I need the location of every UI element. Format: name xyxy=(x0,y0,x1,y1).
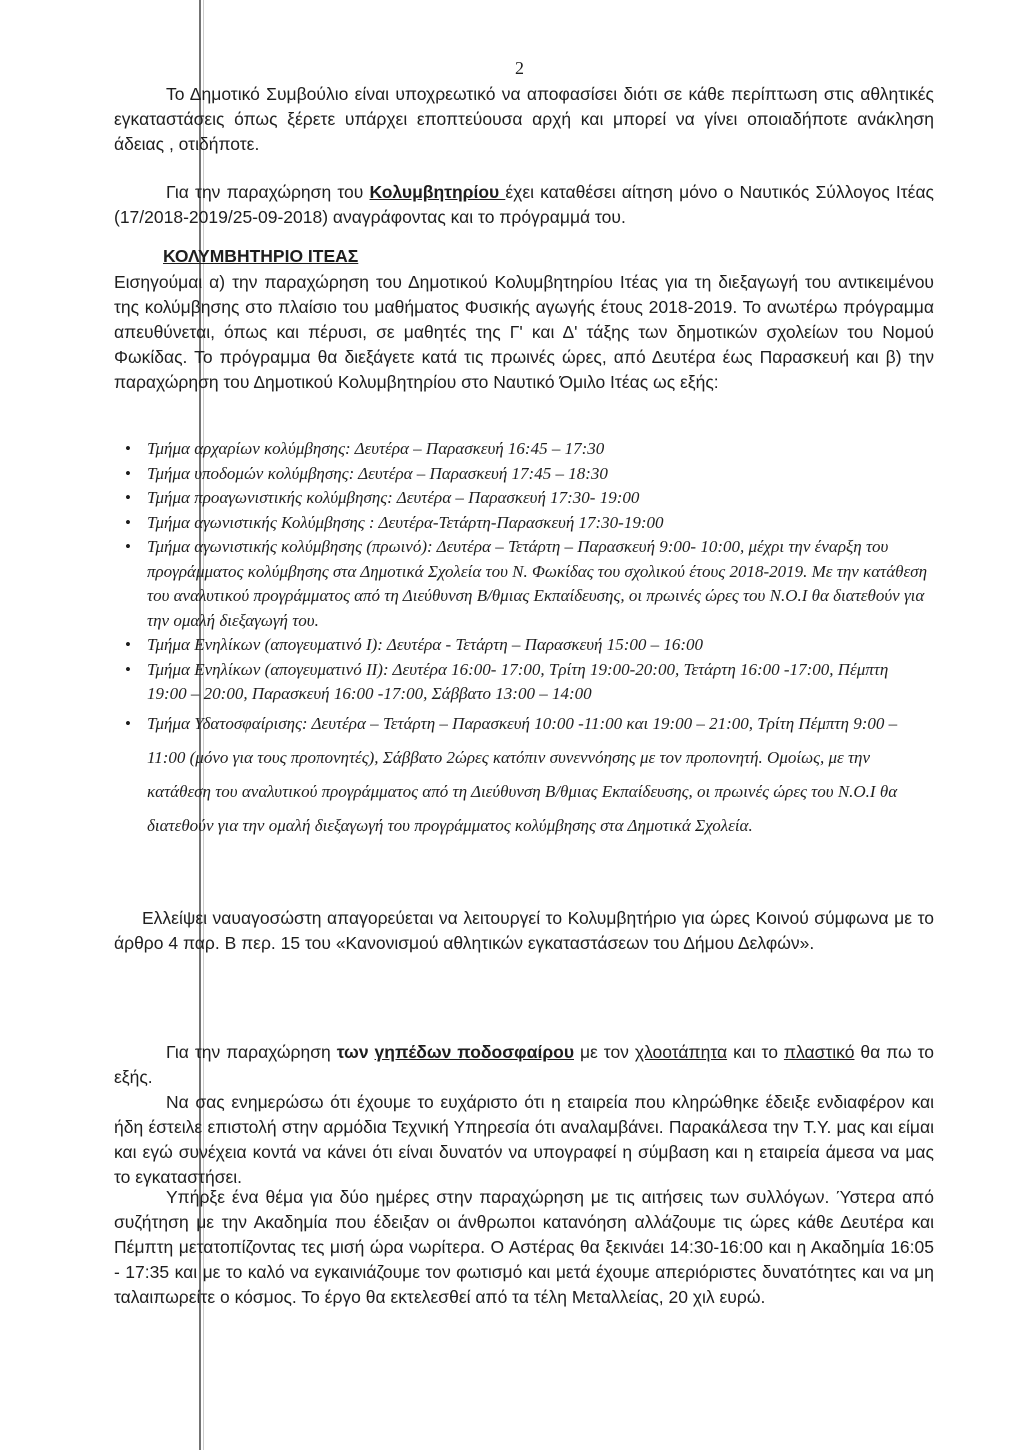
proposal-paragraph: Εισηγούμαι α) την παραχώρηση του Δημοτικού Κολυμβητηρίου Ιτέας για τη διεξαγωγή του αντικειμένου της κολύμβησης στο πλαίσιο του μαθήματος Φυσικής αγωγής έτους 2018-2019. Το ανωτέρω πρόγραμμα απευθύνεται, όπως και πέρυσι, σε μαθητές της Γ' και Δ' τάξης των δημοτικών σχολείων του Νομού Φωκίδας. Το πρόγραμμα θα διεξάγετε κατά τις πρωινές ώρες, από Δευτέρα έως Παρασκευή και β) την παραχώρηση του Δημοτικού Κολυμβητηρίου στο Ναυτικό Όμιλο Ιτέας ως εξής: xyxy=(114,272,934,392)
schedule-list xyxy=(125,437,930,843)
schedule-item: • Τμήμα υποδομών κολύμβησης: Δευτέρα – Παρασκευή 17:45 – 18:30 xyxy=(125,462,930,487)
page-number: 2 xyxy=(515,58,524,78)
schedule-item: • Τμήμα προαγωνιστικής κολύμβησης: Δευτέρα – Παρασκευή 17:30- 19:00 xyxy=(125,486,930,511)
pool-request-prefix: Για την παραχώρηση του xyxy=(166,182,370,202)
schedule-item: • Τμήμα Υδατοσφαίρισης: Δευτέρα – Τετάρτη – Παρασκευή 10:00 -11:00 και 19:00 – 21:00, Τρίτη Πέμπτη 9:00 – 11:00 (μόνο για τους προπονητές), Σάββατο 2ώρες κατόπιν συνεννόησης με τον προπονητή. Ομοίως, με την κατάθεση του αναλυτικού προγράμματος από τη Διεύθυνση Β/θμιας Εκπαίδευσης, οι πρωινές ώρες του Ν.Ο.Ι θα διατεθούν για την ομαλή διεξαγωγή του προγράμματος κολύμβησης στα Δημοτικά Σχολεία. xyxy=(125,707,930,843)
pool-request-bold: Κολυμβητηρίου xyxy=(369,182,506,202)
lifeguard-paragraph: Ελλείψει ναυαγοσώστη απαγορεύεται να λειτουργεί το Κολυμβητήριο για ώρες Κοινού σύμφωνα με το άρθρο 4 παρ. Β περ. 15 του «Κανονισμού αθλητικών εγκαταστάσεων του Δήμου Δελφών». xyxy=(114,908,934,953)
football-p1-bold: των xyxy=(336,1042,375,1062)
pool-request-suffix: έχει καταθέσει αίτηση μόνο ο Ναυτικός Σύλλογος Ιτέας (17/2018-2019/25-09-2018) αναγράφοντας και το πρόγραμμά του. xyxy=(114,182,934,227)
schedule-item: • Τμήμα αγωνιστικής Κολύμβησης : Δευτέρα-Τετάρτη-Παρασκευή 17:30-19:00 xyxy=(125,511,930,536)
pool-request-paragraph xyxy=(114,180,934,230)
football-p1-mid-2: και το xyxy=(727,1042,784,1062)
football-p1-mid: με τον xyxy=(574,1042,635,1062)
football-p1-underline-2: πλαστικό xyxy=(783,1042,855,1062)
football-p1-bold-underline: γηπέδων ποδοσφαίρου xyxy=(374,1042,575,1062)
schedule-item: • Τμήμα Ενηλίκων (απογευματινό Ι): Δευτέρα - Τετάρτη – Παρασκευή 15:00 – 16:00 xyxy=(125,633,930,658)
intro-paragraph: Το Δημοτικό Συμβούλιο είναι υποχρεωτικό να αποφασίσει διότι σε κάθε περίπτωση στις αθλητικές εγκαταστάσεις όπως ξέρετε υπάρχει εποπτεύουσα αρχή και μπορεί να γίνει οποιαδήποτε ανάκληση άδειας , οτιδήποτε. xyxy=(114,84,934,154)
football-p1-suffix: θα πω το εξής. xyxy=(114,1042,935,1087)
football-p1-underline-1: χλοοτάπητα xyxy=(634,1042,728,1062)
schedule-item: • Τμήμα αγωνιστικής κολύμβησης (πρωινό): Δευτέρα – Τετάρτη – Παρασκευή 9:00- 10:00, μέχρι την έναρξη του προγράμματος κολύμβησης στα Δημοτικά Σχολεία του Ν. Φωκίδας του σχολικού έτους 2018-2019. Με την κατάθεση του αναλυτικού προγράμματος από τη Διεύθυνση Β/θμιας Εκπαίδευσης, οι πρωινές ώρες του Ν.Ο.Ι θα διατεθούν για την ομαλή διεξαγωγή του. xyxy=(125,535,930,633)
section-heading: ΚΟΛΥΜΒΗΤΗΡΙΟ ΙΤΕΑΣ xyxy=(163,246,359,266)
football-p1-prefix: Για την παραχώρηση xyxy=(166,1042,337,1062)
football-paragraph-3: Υπήρξε ένα θέμα για δύο ημέρες στην παραχώρηση με τις αιτήσεις των συλλόγων. Ύστερα από συζήτηση με την Ακαδημία που έδειξαν οι άνθρωποι κατανόηση αλλάζουμε τις ώρες κάθε Δευτέρα και Πέμπτη μετατοπίζοντας τες μισή ώρα νωρίτερα. Ο Αστέρας θα ξεκινάει 14:30-16:00 και η Ακαδημία 16:05 - 17:35 και με το καλό να εγκαινιάζουμε τον φωτισμό και μετά έχουμε απεριόριστες δυνατότητες και να μη ταλαιπωρείτε ο κόσμος. Το έργο θα εκτελεσθεί από τα τέλη Μεταλλείας, 20 χιλ ευρώ. xyxy=(114,1187,934,1307)
schedule-item: • Τμήμα Ενηλίκων (απογευματινό ΙΙ): Δευτέρα 16:00- 17:00, Τρίτη 19:00-20:00, Τετάρτη 16:00 -17:00, Πέμπτη 19:00 – 20:00, Παρασκευή 16:00 -17:00, Σάββατο 13:00 – 14:00 xyxy=(125,658,930,707)
football-paragraph-1 xyxy=(114,1040,934,1090)
football-paragraph-2: Να σας ενημερώσω ότι έχουμε το ευχάριστο ότι η εταιρεία που κληρώθηκε έδειξε ενδιαφέρον και ήδη έστειλε επιστολή στην αρμόδια Τεχνική Υπηρεσία ότι αναλαμβάνει. Παρακάλεσα την Τ.Υ. μας και είμαι και εγώ συνέχεια κοντά να κάνει ότι είναι δυνατόν να υπογραφεί η σύμβαση και η εταιρεία άμεσα να μας το εγκαταστήσει. xyxy=(114,1092,934,1187)
schedule-item: • Τμήμα αρχαρίων κολύμβησης: Δευτέρα – Παρασκευή 16:45 – 17:30 xyxy=(125,437,930,462)
